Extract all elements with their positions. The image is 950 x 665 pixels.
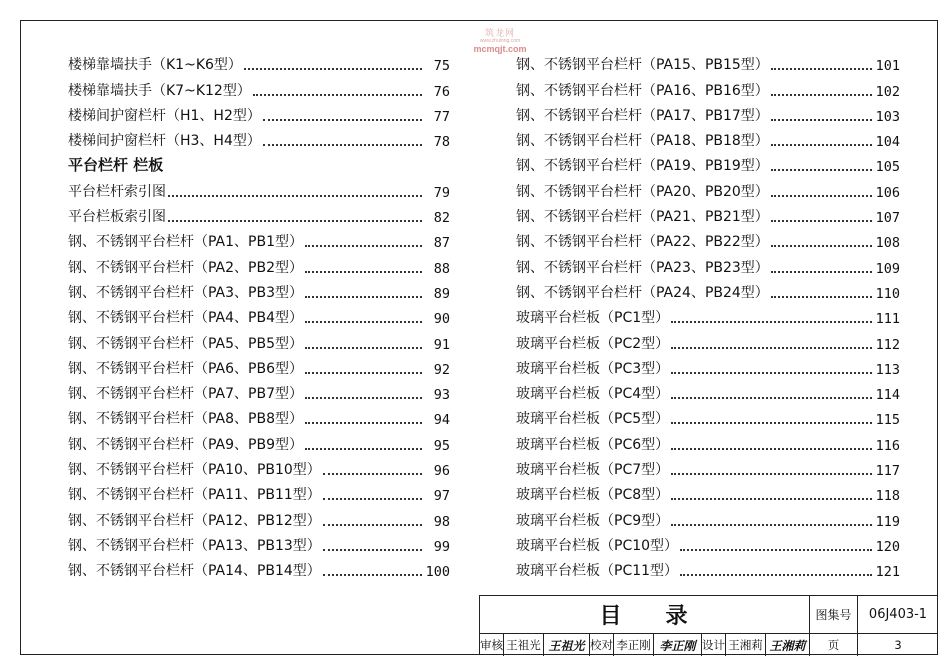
toc-leader-dots bbox=[244, 68, 422, 70]
toc-entry-page: 76 bbox=[433, 83, 450, 100]
toc-entry-page: 102 bbox=[875, 83, 900, 100]
toc-entry-page: 113 bbox=[875, 361, 900, 378]
toc-entry bbox=[68, 226, 450, 251]
toc-entry bbox=[516, 49, 900, 74]
toc-entry-title: 玻璃平台栏板（PC11型） bbox=[516, 563, 679, 580]
toc-entry-title: 玻璃平台栏板（PC5型） bbox=[516, 411, 670, 428]
toc-entry-title: 钢、不锈钢平台栏杆（PA15、PB15型） bbox=[516, 57, 769, 74]
toc-entry bbox=[516, 150, 900, 175]
set-number: 06J403-1 bbox=[858, 596, 938, 634]
toc-leader-dots bbox=[323, 574, 422, 576]
toc-leader-dots bbox=[671, 448, 872, 450]
toc-leader-dots bbox=[323, 473, 422, 475]
toc-entry bbox=[68, 251, 450, 276]
toc-entry bbox=[516, 403, 900, 428]
toc-entry-title: 钢、不锈钢平台栏杆（PA3、PB3型） bbox=[68, 284, 303, 301]
title-block-title bbox=[480, 596, 810, 634]
toc-entry-page: 91 bbox=[433, 336, 450, 353]
toc-leader-dots bbox=[771, 94, 872, 96]
toc-entry-title: 玻璃平台栏板（PC9型） bbox=[516, 512, 670, 529]
toc-entry-title: 平台栏杆索引图 bbox=[68, 183, 166, 200]
toc-entry bbox=[68, 175, 450, 200]
toc-entry-page: 94 bbox=[433, 412, 450, 429]
toc-leader-dots bbox=[263, 144, 422, 146]
reviewer-signature: 王祖光 bbox=[544, 634, 590, 656]
toc-entry-page: 119 bbox=[875, 513, 900, 530]
toc-leader-dots bbox=[771, 245, 872, 247]
toc-entry-page: 117 bbox=[875, 463, 900, 480]
toc-leader-dots bbox=[305, 448, 422, 450]
toc-entry-title: 钢、不锈钢平台栏杆（PA5、PB5型） bbox=[68, 335, 303, 352]
toc-entry-title: 钢、不锈钢平台栏杆（PA4、PB4型） bbox=[68, 310, 303, 327]
watermark-line2: www.zhulong.com bbox=[479, 38, 521, 44]
toc-leader-dots bbox=[305, 347, 422, 349]
toc-entry-title: 钢、不锈钢平台栏杆（PA14、PB14型） bbox=[68, 563, 321, 580]
toc-entry bbox=[516, 555, 900, 580]
toc-entry-page: 99 bbox=[433, 538, 450, 555]
toc-leader-dots bbox=[671, 498, 872, 500]
toc-entry-title: 钢、不锈钢平台栏杆（PA23、PB23型） bbox=[516, 259, 769, 276]
toc-leader-dots bbox=[253, 94, 422, 96]
toc-entry-title: 玻璃平台栏板（PC8型） bbox=[516, 487, 670, 504]
toc-entry bbox=[68, 403, 450, 428]
toc-entry-title: 钢、不锈钢平台栏杆（PA13、PB13型） bbox=[68, 537, 321, 554]
toc-entry bbox=[68, 504, 450, 529]
toc-leader-dots bbox=[305, 296, 422, 298]
checker-signature: 李正刚 bbox=[654, 634, 702, 656]
toc-entry-page: 82 bbox=[433, 210, 450, 227]
toc-entry-title: 钢、不锈钢平台栏杆（PA22、PB22型） bbox=[516, 234, 769, 251]
toc-leader-dots bbox=[305, 397, 422, 399]
toc-entry-page: 92 bbox=[433, 361, 450, 378]
toc-entry-page: 111 bbox=[875, 311, 900, 328]
toc-left-column bbox=[68, 49, 450, 580]
toc-entry bbox=[516, 251, 900, 276]
toc-entry-title: 钢、不锈钢平台栏杆（PA17、PB17型） bbox=[516, 107, 769, 124]
toc-leader-dots bbox=[323, 549, 422, 551]
set-number-label: 图集号 bbox=[810, 596, 858, 634]
toc-entry bbox=[516, 74, 900, 99]
toc-entry-page: 104 bbox=[875, 134, 900, 151]
title-block-signatures bbox=[480, 634, 938, 656]
toc-leader-dots bbox=[671, 372, 872, 374]
toc-entry bbox=[68, 327, 450, 352]
toc-entry-page: 96 bbox=[433, 463, 450, 480]
toc-entry bbox=[516, 378, 900, 403]
toc-right-column bbox=[516, 49, 900, 580]
toc-leader-dots bbox=[305, 422, 422, 424]
toc-entry-title: 楼梯靠墙扶手（K1~K6型） bbox=[68, 57, 242, 74]
toc-entry-page: 118 bbox=[875, 488, 900, 505]
toc-entry-title: 钢、不锈钢平台栏杆（PA10、PB10型） bbox=[68, 462, 321, 479]
toc-entry-page: 79 bbox=[433, 184, 450, 201]
toc-entry bbox=[68, 479, 450, 504]
toc-entry-title: 钢、不锈钢平台栏杆（PA6、PB6型） bbox=[68, 360, 303, 377]
toc-entry bbox=[68, 555, 450, 580]
toc-leader-dots bbox=[168, 220, 422, 222]
checker-name: 李正刚 bbox=[614, 634, 654, 656]
reviewer-label: 审核 bbox=[480, 634, 504, 656]
toc-leader-dots bbox=[263, 119, 422, 121]
designer-label: 设计 bbox=[702, 634, 726, 656]
toc-entry bbox=[68, 530, 450, 555]
toc-entry bbox=[516, 100, 900, 125]
toc-leader-dots bbox=[305, 372, 422, 374]
toc-leader-dots bbox=[771, 119, 872, 121]
toc-entry bbox=[516, 504, 900, 529]
toc-entry-title: 楼梯靠墙扶手（K7~K12型） bbox=[68, 82, 251, 99]
checker-label: 校对 bbox=[590, 634, 614, 656]
toc-entry-page: 90 bbox=[433, 311, 450, 328]
watermark-line1: 筑龙网 bbox=[484, 28, 515, 38]
toc-entry-page: 78 bbox=[433, 134, 450, 151]
toc-entry-title: 玻璃平台栏板（PC10型） bbox=[516, 537, 679, 554]
toc-entry-page: 77 bbox=[433, 108, 450, 125]
toc-entry-page: 109 bbox=[875, 260, 900, 277]
toc-entry-title: 钢、不锈钢平台栏杆（PA16、PB16型） bbox=[516, 82, 769, 99]
toc-entry-page: 110 bbox=[875, 285, 900, 302]
toc-leader-dots bbox=[671, 321, 872, 323]
toc-entry-title: 楼梯间护窗栏杆（H3、H4型） bbox=[68, 133, 261, 150]
toc-entry bbox=[516, 428, 900, 453]
toc-entry bbox=[516, 327, 900, 352]
toc-leader-dots bbox=[771, 271, 872, 273]
toc-entry bbox=[516, 277, 900, 302]
toc-entry-title: 钢、不锈钢平台栏杆（PA24、PB24型） bbox=[516, 284, 769, 301]
toc-entry-title: 玻璃平台栏板（PC4型） bbox=[516, 386, 670, 403]
toc-entry-page: 100 bbox=[425, 564, 450, 581]
toc-entry-page: 88 bbox=[433, 260, 450, 277]
toc-leader-dots bbox=[305, 321, 422, 323]
toc-leader-dots bbox=[671, 422, 872, 424]
title-char-2: 录 bbox=[665, 604, 690, 629]
toc-entry bbox=[68, 378, 450, 403]
toc-entry bbox=[68, 454, 450, 479]
designer-signature: 王湘莉 bbox=[766, 634, 810, 656]
toc-entry bbox=[68, 49, 450, 74]
toc-entry bbox=[516, 226, 900, 251]
watermark-line3: mcmqjt.com bbox=[473, 44, 527, 54]
toc-leader-dots bbox=[771, 169, 872, 171]
toc-entry bbox=[68, 100, 450, 125]
toc-entry-page: 114 bbox=[875, 387, 900, 404]
toc-entry-page: 115 bbox=[875, 412, 900, 429]
toc-entry-title: 钢、不锈钢平台栏杆（PA2、PB2型） bbox=[68, 259, 303, 276]
toc-entry bbox=[68, 428, 450, 453]
toc-leader-dots bbox=[771, 144, 872, 146]
toc-leader-dots bbox=[323, 524, 422, 526]
toc-entry bbox=[516, 201, 900, 226]
toc-entry-title: 钢、不锈钢平台栏杆（PA1、PB1型） bbox=[68, 234, 303, 251]
toc-leader-dots bbox=[305, 245, 422, 247]
toc-entry-page: 101 bbox=[875, 58, 900, 75]
toc-entry-title: 钢、不锈钢平台栏杆（PA9、PB9型） bbox=[68, 436, 303, 453]
toc-entry-page: 121 bbox=[875, 564, 900, 581]
toc-leader-dots bbox=[771, 220, 872, 222]
toc-entry-page: 89 bbox=[433, 285, 450, 302]
toc-entry bbox=[516, 479, 900, 504]
toc-entry-page: 97 bbox=[433, 488, 450, 505]
page-label: 页 bbox=[810, 634, 858, 656]
toc-leader-dots bbox=[680, 549, 872, 551]
title-char-1: 目 bbox=[599, 604, 624, 629]
toc-entry-title: 钢、不锈钢平台栏杆（PA20、PB20型） bbox=[516, 183, 769, 200]
toc-entry bbox=[68, 74, 450, 99]
toc-entry-title: 钢、不锈钢平台栏杆（PA18、PB18型） bbox=[516, 133, 769, 150]
toc-entry bbox=[68, 353, 450, 378]
toc-entry bbox=[516, 175, 900, 200]
toc-entry-page: 112 bbox=[875, 336, 900, 353]
toc-entry-title: 玻璃平台栏板（PC1型） bbox=[516, 310, 670, 327]
toc-entry-page: 87 bbox=[433, 235, 450, 252]
toc-entry-page: 75 bbox=[433, 58, 450, 75]
toc-entry bbox=[68, 302, 450, 327]
toc-leader-dots bbox=[671, 347, 872, 349]
toc-leader-dots bbox=[168, 195, 422, 197]
toc-entry bbox=[68, 125, 450, 150]
toc-entry-title: 平台栏板索引图 bbox=[68, 209, 166, 226]
toc-entry-page: 106 bbox=[875, 184, 900, 201]
toc-entry-title: 玻璃平台栏板（PC3型） bbox=[516, 360, 670, 377]
toc-section-heading bbox=[68, 150, 450, 175]
toc-entry-title: 玻璃平台栏板（PC6型） bbox=[516, 436, 670, 453]
toc-entry-page: 103 bbox=[875, 108, 900, 125]
reviewer-name: 王祖光 bbox=[504, 634, 544, 656]
toc-entry bbox=[516, 302, 900, 327]
toc-entry bbox=[516, 530, 900, 555]
toc-entry bbox=[516, 353, 900, 378]
toc-entry-title: 钢、不锈钢平台栏杆（PA11、PB11型） bbox=[68, 487, 321, 504]
toc-entry-page: 107 bbox=[875, 210, 900, 227]
toc-entry-title: 玻璃平台栏板（PC2型） bbox=[516, 335, 670, 352]
toc-entry-page: 105 bbox=[875, 159, 900, 176]
toc-entry bbox=[68, 201, 450, 226]
toc-leader-dots bbox=[671, 524, 872, 526]
toc-entry-title: 钢、不锈钢平台栏杆（PA7、PB7型） bbox=[68, 386, 303, 403]
toc-entry-title: 钢、不锈钢平台栏杆（PA21、PB21型） bbox=[516, 209, 769, 226]
toc-entry-title: 钢、不锈钢平台栏杆（PA19、PB19型） bbox=[516, 158, 769, 175]
toc-entry-page: 95 bbox=[433, 437, 450, 454]
toc-entry-title: 钢、不锈钢平台栏杆（PA12、PB12型） bbox=[68, 512, 321, 529]
toc-leader-dots bbox=[771, 296, 872, 298]
toc-entry-page: 116 bbox=[875, 437, 900, 454]
toc-entry-title: 楼梯间护窗栏杆（H1、H2型） bbox=[68, 107, 261, 124]
toc-leader-dots bbox=[671, 473, 872, 475]
toc-entry bbox=[516, 125, 900, 150]
title-block bbox=[479, 595, 938, 655]
section-heading-text: 平台栏杆 栏板 bbox=[68, 156, 164, 175]
toc-entry-page: 93 bbox=[433, 387, 450, 404]
toc-leader-dots bbox=[323, 498, 422, 500]
toc-entry-title: 钢、不锈钢平台栏杆（PA8、PB8型） bbox=[68, 411, 303, 428]
designer-name: 王湘莉 bbox=[726, 634, 766, 656]
toc-leader-dots bbox=[771, 68, 872, 70]
toc-entry-page: 120 bbox=[875, 538, 900, 555]
toc-leader-dots bbox=[671, 397, 872, 399]
toc-entry-title: 玻璃平台栏板（PC7型） bbox=[516, 462, 670, 479]
toc-entry bbox=[516, 454, 900, 479]
page-number: 3 bbox=[894, 638, 902, 652]
toc-entry-page: 108 bbox=[875, 235, 900, 252]
toc-leader-dots bbox=[305, 271, 422, 273]
toc-entry-page: 98 bbox=[433, 513, 450, 530]
toc-leader-dots bbox=[680, 574, 872, 576]
toc-entry bbox=[68, 277, 450, 302]
toc-leader-dots bbox=[771, 195, 872, 197]
